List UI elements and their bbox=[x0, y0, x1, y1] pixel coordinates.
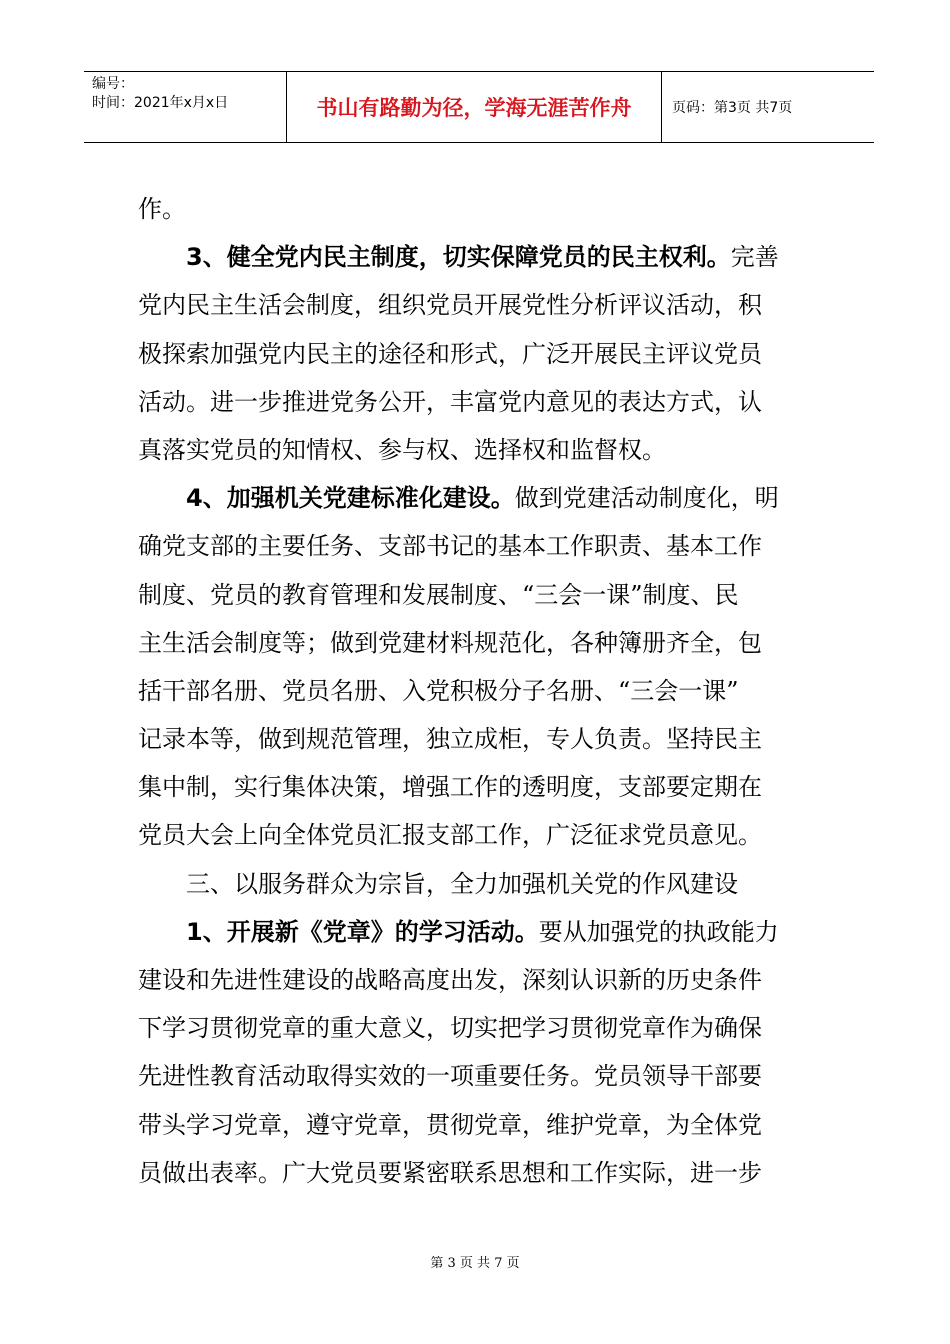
section-heading: 三、以服务群众为宗旨，全力加强机关党的作风建设 bbox=[186, 869, 738, 898]
body-text: 制度、党员的教育管理和发展制度、“三会一课”制度、民 bbox=[138, 580, 739, 609]
body-text: 完善 bbox=[730, 243, 779, 272]
text-line bbox=[138, 281, 828, 329]
body-text: 先进性教育活动取得实效的一项重要任务。党员领导干部要 bbox=[138, 1062, 762, 1091]
text-line bbox=[138, 715, 828, 763]
header-meta bbox=[84, 72, 287, 142]
text-line bbox=[138, 908, 828, 956]
header-page-number: 页码：第3页 共7页 bbox=[672, 100, 793, 116]
body-text: 活动。进一步推进党务公开，丰富党内意见的表达方式，认 bbox=[138, 387, 762, 416]
body-text: 括干部名册、党员名册、入党积极分子名册、“三会一课” bbox=[138, 676, 739, 705]
text-line bbox=[138, 522, 828, 570]
text-line bbox=[138, 860, 828, 908]
page-footer: 第 3 页 共 7 页 bbox=[430, 1256, 520, 1271]
body-text: 要从加强党的执政能力 bbox=[538, 917, 779, 946]
text-line bbox=[138, 330, 828, 378]
text-line bbox=[138, 474, 828, 522]
body-text: 真落实党员的知情权、参与权、选择权和监督权。 bbox=[138, 435, 666, 464]
text-line bbox=[138, 1149, 828, 1197]
body-text: 记录本等，做到规范管理，独立成柜，专人负责。坚持民主 bbox=[138, 725, 762, 754]
body-text: 带头学习党章，遵守党章，贯彻党章，维护党章，为全体党 bbox=[138, 1110, 762, 1139]
body-text: 员做出表率。广大党员要紧密联系思想和工作实际，进一步 bbox=[138, 1158, 762, 1187]
body-text: 集中制，实行集体决策，增强工作的透明度，支部要定期在 bbox=[138, 773, 762, 802]
body-text: 作。 bbox=[138, 195, 186, 223]
bold-lead: 3、健全党内民主制度，切实保障党员的民主权利。 bbox=[186, 243, 731, 272]
serial-label: 编号： bbox=[92, 76, 134, 92]
bold-lead: 1、开展新《党章》的学习活动。 bbox=[186, 917, 539, 946]
body-text: 确党支部的主要任务、支部书记的基本工作职责、基本工作 bbox=[138, 532, 762, 561]
text-line bbox=[138, 763, 828, 811]
text-line bbox=[138, 378, 828, 426]
body-text: 党员大会上向全体党员汇报支部工作，广泛征求党员意见。 bbox=[138, 821, 762, 850]
header-motto: 书山有路勤为径，学海无涯苦作舟 bbox=[287, 72, 662, 142]
text-line bbox=[138, 185, 828, 233]
text-line bbox=[138, 619, 828, 667]
body-text: 极探索加强党内民主的途径和形式，广泛开展民主评议党员 bbox=[138, 339, 762, 368]
page-header bbox=[84, 71, 874, 143]
body-text: 主生活会制度等；做到党建材料规范化，各种簿册齐全，包 bbox=[138, 628, 762, 657]
text-line bbox=[138, 426, 828, 474]
text-line bbox=[138, 571, 828, 619]
bold-lead: 4、加强机关党建标准化建设。 bbox=[186, 484, 515, 513]
body-text: 党内民主生活会制度，组织党员开展党性分析评议活动，积 bbox=[138, 291, 762, 320]
body-text: 做到党建活动制度化，明 bbox=[514, 484, 779, 513]
text-line bbox=[138, 1052, 828, 1100]
text-line bbox=[138, 811, 828, 859]
text-line bbox=[138, 1101, 828, 1149]
text-line bbox=[138, 956, 828, 1004]
body-text: 下学习贯彻党章的重大意义，切实把学习贯彻党章作为确保 bbox=[138, 1014, 762, 1043]
text-line bbox=[138, 1004, 828, 1052]
body-text: 建设和先进性建设的战略高度出发，深刻认识新的历史条件 bbox=[138, 966, 762, 994]
document-body bbox=[138, 185, 828, 1197]
text-line bbox=[138, 667, 828, 715]
time-label: 时间：2021年x月x日 bbox=[92, 95, 229, 111]
text-line bbox=[138, 233, 828, 281]
